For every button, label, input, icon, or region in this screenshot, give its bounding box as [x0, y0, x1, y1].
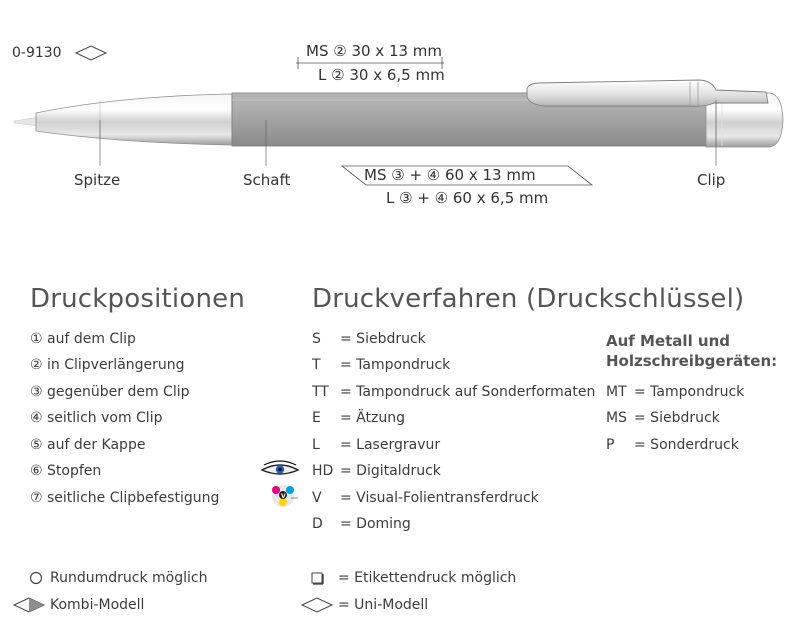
label-print-icon	[312, 573, 323, 584]
method-code: T	[312, 357, 321, 373]
method-code: L	[312, 437, 320, 453]
method-label: = Sonderdruck	[634, 437, 739, 453]
method-label: = Tampondruck	[340, 357, 451, 373]
method-label: = Siebdruck	[634, 410, 720, 426]
clip-label: Clip	[697, 171, 726, 189]
print-position-7: ⑦ seitliche Clipbefestigung	[30, 490, 220, 506]
print-positions-title: Druckpositionen	[30, 284, 245, 314]
method-label: = Ätzung	[340, 410, 405, 426]
legend-uni-model: = Uni-Modell	[338, 597, 429, 613]
print-method-v	[312, 490, 539, 506]
method-label: = Siebdruck	[340, 331, 426, 347]
metal-wood-title-line2: Holzschreibgeräten:	[606, 352, 778, 370]
print-method-hd	[312, 463, 441, 479]
print-methods-title: Druckverfahren (Druckschlüssel)	[312, 284, 745, 314]
method-code: D	[312, 516, 323, 532]
legend-label-print: = Etikettendruck möglich	[338, 570, 517, 586]
legend-round-print: Rundumdruck möglich	[50, 570, 208, 586]
print-position-5: ⑤ auf der Kappe	[30, 437, 146, 453]
print-position-1: ① auf dem Clip	[30, 331, 136, 347]
model-uni-icon	[76, 46, 106, 60]
print-method-e	[312, 410, 405, 426]
clip-spec-ms: MS ② 30 x 13 mm	[306, 42, 443, 60]
method-label: = Tampondruck	[634, 384, 745, 400]
method-code: S	[312, 331, 321, 347]
print-position-3: ③ gegenüber dem Clip	[30, 384, 190, 400]
method-label: = Visual-Folientransferdruck	[340, 490, 539, 506]
method-code: TT	[312, 384, 329, 400]
metal-wood-title-line1: Auf Metall und	[606, 332, 731, 350]
method-code: E	[312, 410, 321, 426]
shaft-spec-l: L ③ + ④ 60 x 6,5 mm	[386, 189, 549, 207]
combi-model-icon	[14, 598, 44, 612]
method-label: = Lasergravur	[340, 437, 441, 453]
model-number: 0-9130	[12, 45, 62, 61]
method-label: = Tampondruck auf Sonderformaten	[340, 384, 596, 400]
metal-method-p	[606, 437, 739, 453]
shaft-label: Schaft	[243, 171, 291, 189]
pen-tip	[14, 94, 232, 145]
print-position-6: ⑥ Stopfen	[30, 463, 102, 479]
print-method-s	[312, 331, 426, 347]
metal-method-ms	[606, 410, 720, 426]
method-code: V	[312, 490, 322, 506]
svg-text:V: V	[281, 493, 286, 500]
print-position-2: ② in Clipverlängerung	[30, 357, 185, 373]
visual-logo-icon	[272, 485, 298, 507]
print-method-d	[312, 516, 411, 532]
tip-label: Spitze	[74, 171, 121, 189]
legend-combi-model: Kombi-Modell	[50, 597, 145, 613]
print-method-l	[312, 437, 440, 453]
eye-icon	[262, 461, 298, 474]
metal-method-mt	[606, 384, 744, 400]
method-code: MS	[606, 410, 627, 426]
shaft-spec-ms: MS ③ + ④ 60 x 13 mm	[364, 166, 536, 184]
print-method-t	[312, 357, 450, 373]
round-print-icon	[31, 573, 42, 584]
pen-clip	[527, 80, 768, 106]
uni-model-icon	[302, 598, 332, 612]
clip-spec-l: L ② 30 x 6,5 mm	[318, 66, 445, 84]
print-position-4: ④ seitlich vom Clip	[30, 410, 163, 426]
method-label: = Doming	[340, 516, 411, 532]
method-code: MT	[606, 384, 627, 400]
print-method-tt	[312, 384, 595, 400]
method-label: = Digitaldruck	[340, 463, 441, 479]
method-code: P	[606, 437, 615, 453]
method-code: HD	[312, 463, 334, 479]
